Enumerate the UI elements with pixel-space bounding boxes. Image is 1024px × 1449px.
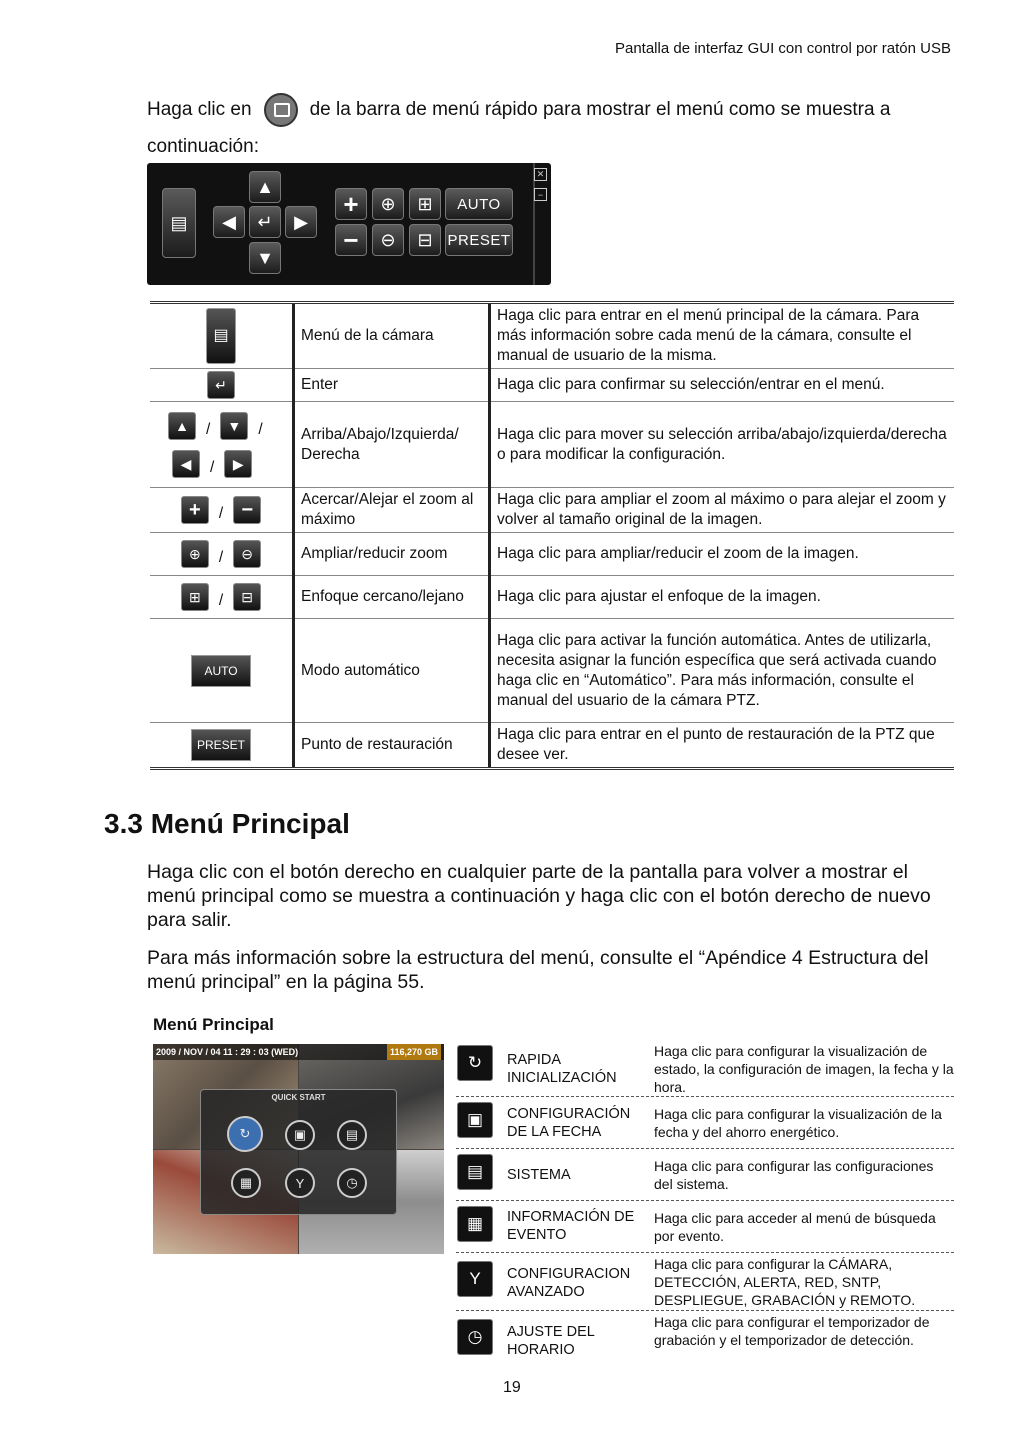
main-menu-screenshot	[153, 1044, 444, 1254]
ptz-icon	[264, 93, 298, 127]
table-row	[150, 369, 954, 402]
menu-item-name: INFORMACIÓN DE EVENTO	[507, 1209, 635, 1243]
table-row	[456, 1149, 954, 1201]
enter-icon[interactable]: ↵	[249, 206, 281, 238]
right-arrow-icon: ▶	[224, 450, 252, 478]
ptz-functions-table	[150, 301, 954, 770]
enter-icon: ↵	[207, 371, 235, 399]
panel-divider	[533, 163, 535, 285]
menu-item-desc: Haga clic para configurar el temporizador de grabación y el temporizador de detección.	[654, 1314, 930, 1348]
preset-button: PRESET	[191, 729, 251, 761]
menu-item-name: CONFIGURACION AVANZADO	[507, 1266, 631, 1300]
separator: /	[218, 549, 224, 566]
table-cell-desc: Haga clic para confirmar su selección/entrar en el menú.	[490, 369, 955, 402]
advanced-config-icon[interactable]: Y	[285, 1168, 315, 1198]
table-row	[456, 1042, 954, 1097]
quick-start-title: QUICK START	[271, 1093, 326, 1102]
preset-button[interactable]: PRESET	[445, 224, 513, 256]
table-cell-name: Menú de la cámara	[294, 303, 490, 369]
auto-button: AUTO	[191, 655, 251, 687]
menu-item-desc: Haga clic para acceder al menú de búsqueda por evento.	[654, 1210, 936, 1244]
system-icon[interactable]: ▤	[337, 1120, 367, 1150]
table-row	[150, 723, 954, 769]
table-cell-desc: Haga clic para ampliar el zoom al máximo o para alejar el zoom y volver al tamaño original de la imagen.	[490, 488, 955, 533]
camera-menu-icon: ▤	[206, 308, 236, 364]
table-row	[456, 1097, 954, 1149]
page-header: Pantalla de interfaz GUI con control por ratón USB	[614, 40, 951, 57]
advanced-config-icon: Y	[457, 1261, 493, 1297]
figure-title: Menú Principal	[153, 1015, 274, 1034]
datetime-text: 2009 / NOV / 04 11 : 29 : 03 (WED)	[156, 1047, 299, 1057]
table-cell-name: Modo automático	[294, 619, 490, 723]
auto-button[interactable]: AUTO	[445, 188, 513, 220]
zoom-in-icon[interactable]: ⊕	[372, 188, 404, 220]
table-row	[456, 1311, 954, 1371]
paragraph-1: Haga clic con el botón derecho en cualquier parte de la pantalla para volver a mostrar el menú principal como se muestra a continuación y haga clic con el botón derecho de nuevo para salir.	[147, 861, 931, 931]
menu-item-desc: Haga clic para configurar las configuraciones del sistema.	[654, 1158, 934, 1192]
quick-start-menu	[200, 1089, 397, 1215]
page-number: 19	[503, 1379, 521, 1396]
right-arrow-icon[interactable]: ▶	[285, 206, 317, 238]
table-row	[150, 533, 954, 576]
focus-near-icon[interactable]: ⊞	[409, 188, 441, 220]
menu-icon[interactable]: ▤	[162, 188, 196, 258]
intro-line	[147, 93, 890, 127]
schedule-icon: ◷	[457, 1319, 493, 1355]
schedule-icon[interactable]: ◷	[337, 1168, 367, 1198]
zoom-out-icon: ⊖	[233, 540, 261, 568]
table-row	[456, 1253, 954, 1311]
table-row	[456, 1201, 954, 1253]
table-cell-desc: Haga clic para ampliar/reducir el zoom de la imagen.	[490, 533, 955, 576]
table-cell-name: Arriba/Abajo/Izquierda/ Derecha	[294, 402, 490, 488]
paragraph-2: Para más información sobre la estructura del menú, consulte el “Apéndice 4 Estructura del menú principal” en la página 55.	[147, 947, 929, 993]
left-arrow-icon[interactable]: ◀	[213, 206, 245, 238]
date-setup-icon: ▣	[457, 1102, 493, 1138]
table-row	[150, 402, 954, 488]
event-info-icon[interactable]: ▦	[231, 1168, 261, 1198]
minimize-icon[interactable]: −	[534, 188, 547, 201]
table-cell-desc: Haga clic para entrar en el menú principal de la cámara. Para más información sobre cada menú de la cámara, consulte el manual de usuario de la misma.	[490, 303, 955, 369]
menu-item-desc: Haga clic para configurar la visualización de la fecha y del ahorro energético.	[654, 1106, 942, 1140]
plus-icon: +	[181, 496, 209, 524]
table-row	[150, 619, 954, 723]
plus-icon[interactable]: +	[335, 188, 367, 220]
status-bar	[153, 1044, 444, 1060]
event-info-icon: ▦	[457, 1206, 493, 1242]
section-title: 3.3 Menú Principal	[104, 808, 350, 839]
disk-space: 116,270 GB	[387, 1044, 441, 1060]
table-cell-desc: Haga clic para entrar en el punto de restauración de la PTZ que desee ver.	[490, 723, 955, 769]
menu-item-name: CONFIGURACIÓN DE LA FECHA	[507, 1106, 631, 1140]
menu-item-desc: Haga clic para configurar la visualización de estado, la configuración de imagen, la fecha y la hora.	[654, 1043, 954, 1095]
intro-after: de la barra de menú rápido para mostrar el menú como se muestra a	[309, 99, 891, 121]
up-arrow-icon[interactable]: ▲	[249, 171, 281, 203]
close-icon[interactable]: ✕	[534, 168, 547, 181]
zoom-out-icon[interactable]: ⊖	[372, 224, 404, 256]
down-arrow-icon[interactable]: ▼	[249, 242, 281, 274]
table-cell-desc: Haga clic para mover su selección arriba/abajo/izquierda/derecha o para modificar la configuración.	[490, 402, 955, 488]
table-cell-desc: Haga clic para ajustar el enfoque de la imagen.	[490, 576, 955, 619]
system-icon: ▤	[457, 1154, 493, 1190]
minus-icon: −	[233, 496, 261, 524]
table-cell-desc: Haga clic para activar la función automática. Antes de utilizarla, necesita asignar la función específica que será activada cuando haga clic en “Automático”. Para más información, consulte el manual del usuario de la cámara PTZ.	[490, 619, 955, 723]
zoom-in-icon: ⊕	[181, 540, 209, 568]
table-row	[150, 303, 954, 369]
focus-near-icon: ⊞	[181, 583, 209, 611]
quick-start-icon[interactable]: ↻	[227, 1116, 263, 1152]
table-cell-name: Acercar/Alejar el zoom al máximo	[294, 488, 490, 533]
intro-before: Haga clic en	[147, 99, 252, 121]
separator: /	[206, 420, 211, 438]
menu-item-name: RAPIDA INICIALIZACIÓN	[507, 1052, 617, 1086]
focus-far-icon: ⊟	[233, 583, 261, 611]
minus-icon[interactable]: −	[335, 224, 367, 256]
quick-start-icon: ↻	[457, 1045, 493, 1081]
table-cell-name: Ampliar/reducir zoom	[294, 533, 490, 576]
table-row	[150, 576, 954, 619]
menu-item-name: AJUSTE DEL HORARIO	[507, 1324, 595, 1358]
table-cell-name: Enter	[294, 369, 490, 402]
table-cell-name: Punto de restauración	[294, 723, 490, 769]
separator: /	[218, 592, 224, 609]
menu-item-desc: Haga clic para configurar la CÁMARA, DETECCIÓN, ALERTA, RED, SNTP, DESPLIEGUE, GRABACIÓN y REMOTO.	[654, 1256, 916, 1308]
separator: /	[258, 420, 263, 438]
intro-line-2: continuación:	[147, 136, 259, 157]
down-arrow-icon: ▼	[220, 412, 248, 440]
separator: /	[210, 458, 215, 476]
table-row	[150, 488, 954, 533]
focus-far-icon[interactable]: ⊟	[409, 224, 441, 256]
table-cell-name: Enfoque cercano/lejano	[294, 576, 490, 619]
left-arrow-icon: ◀	[172, 450, 200, 478]
separator: /	[218, 505, 224, 522]
up-arrow-icon: ▲	[168, 412, 196, 440]
ptz-control-panel	[147, 163, 551, 285]
date-setup-icon[interactable]: ▣	[285, 1120, 315, 1150]
menu-item-name: SISTEMA	[507, 1167, 571, 1183]
main-menu-table	[456, 1042, 954, 1371]
